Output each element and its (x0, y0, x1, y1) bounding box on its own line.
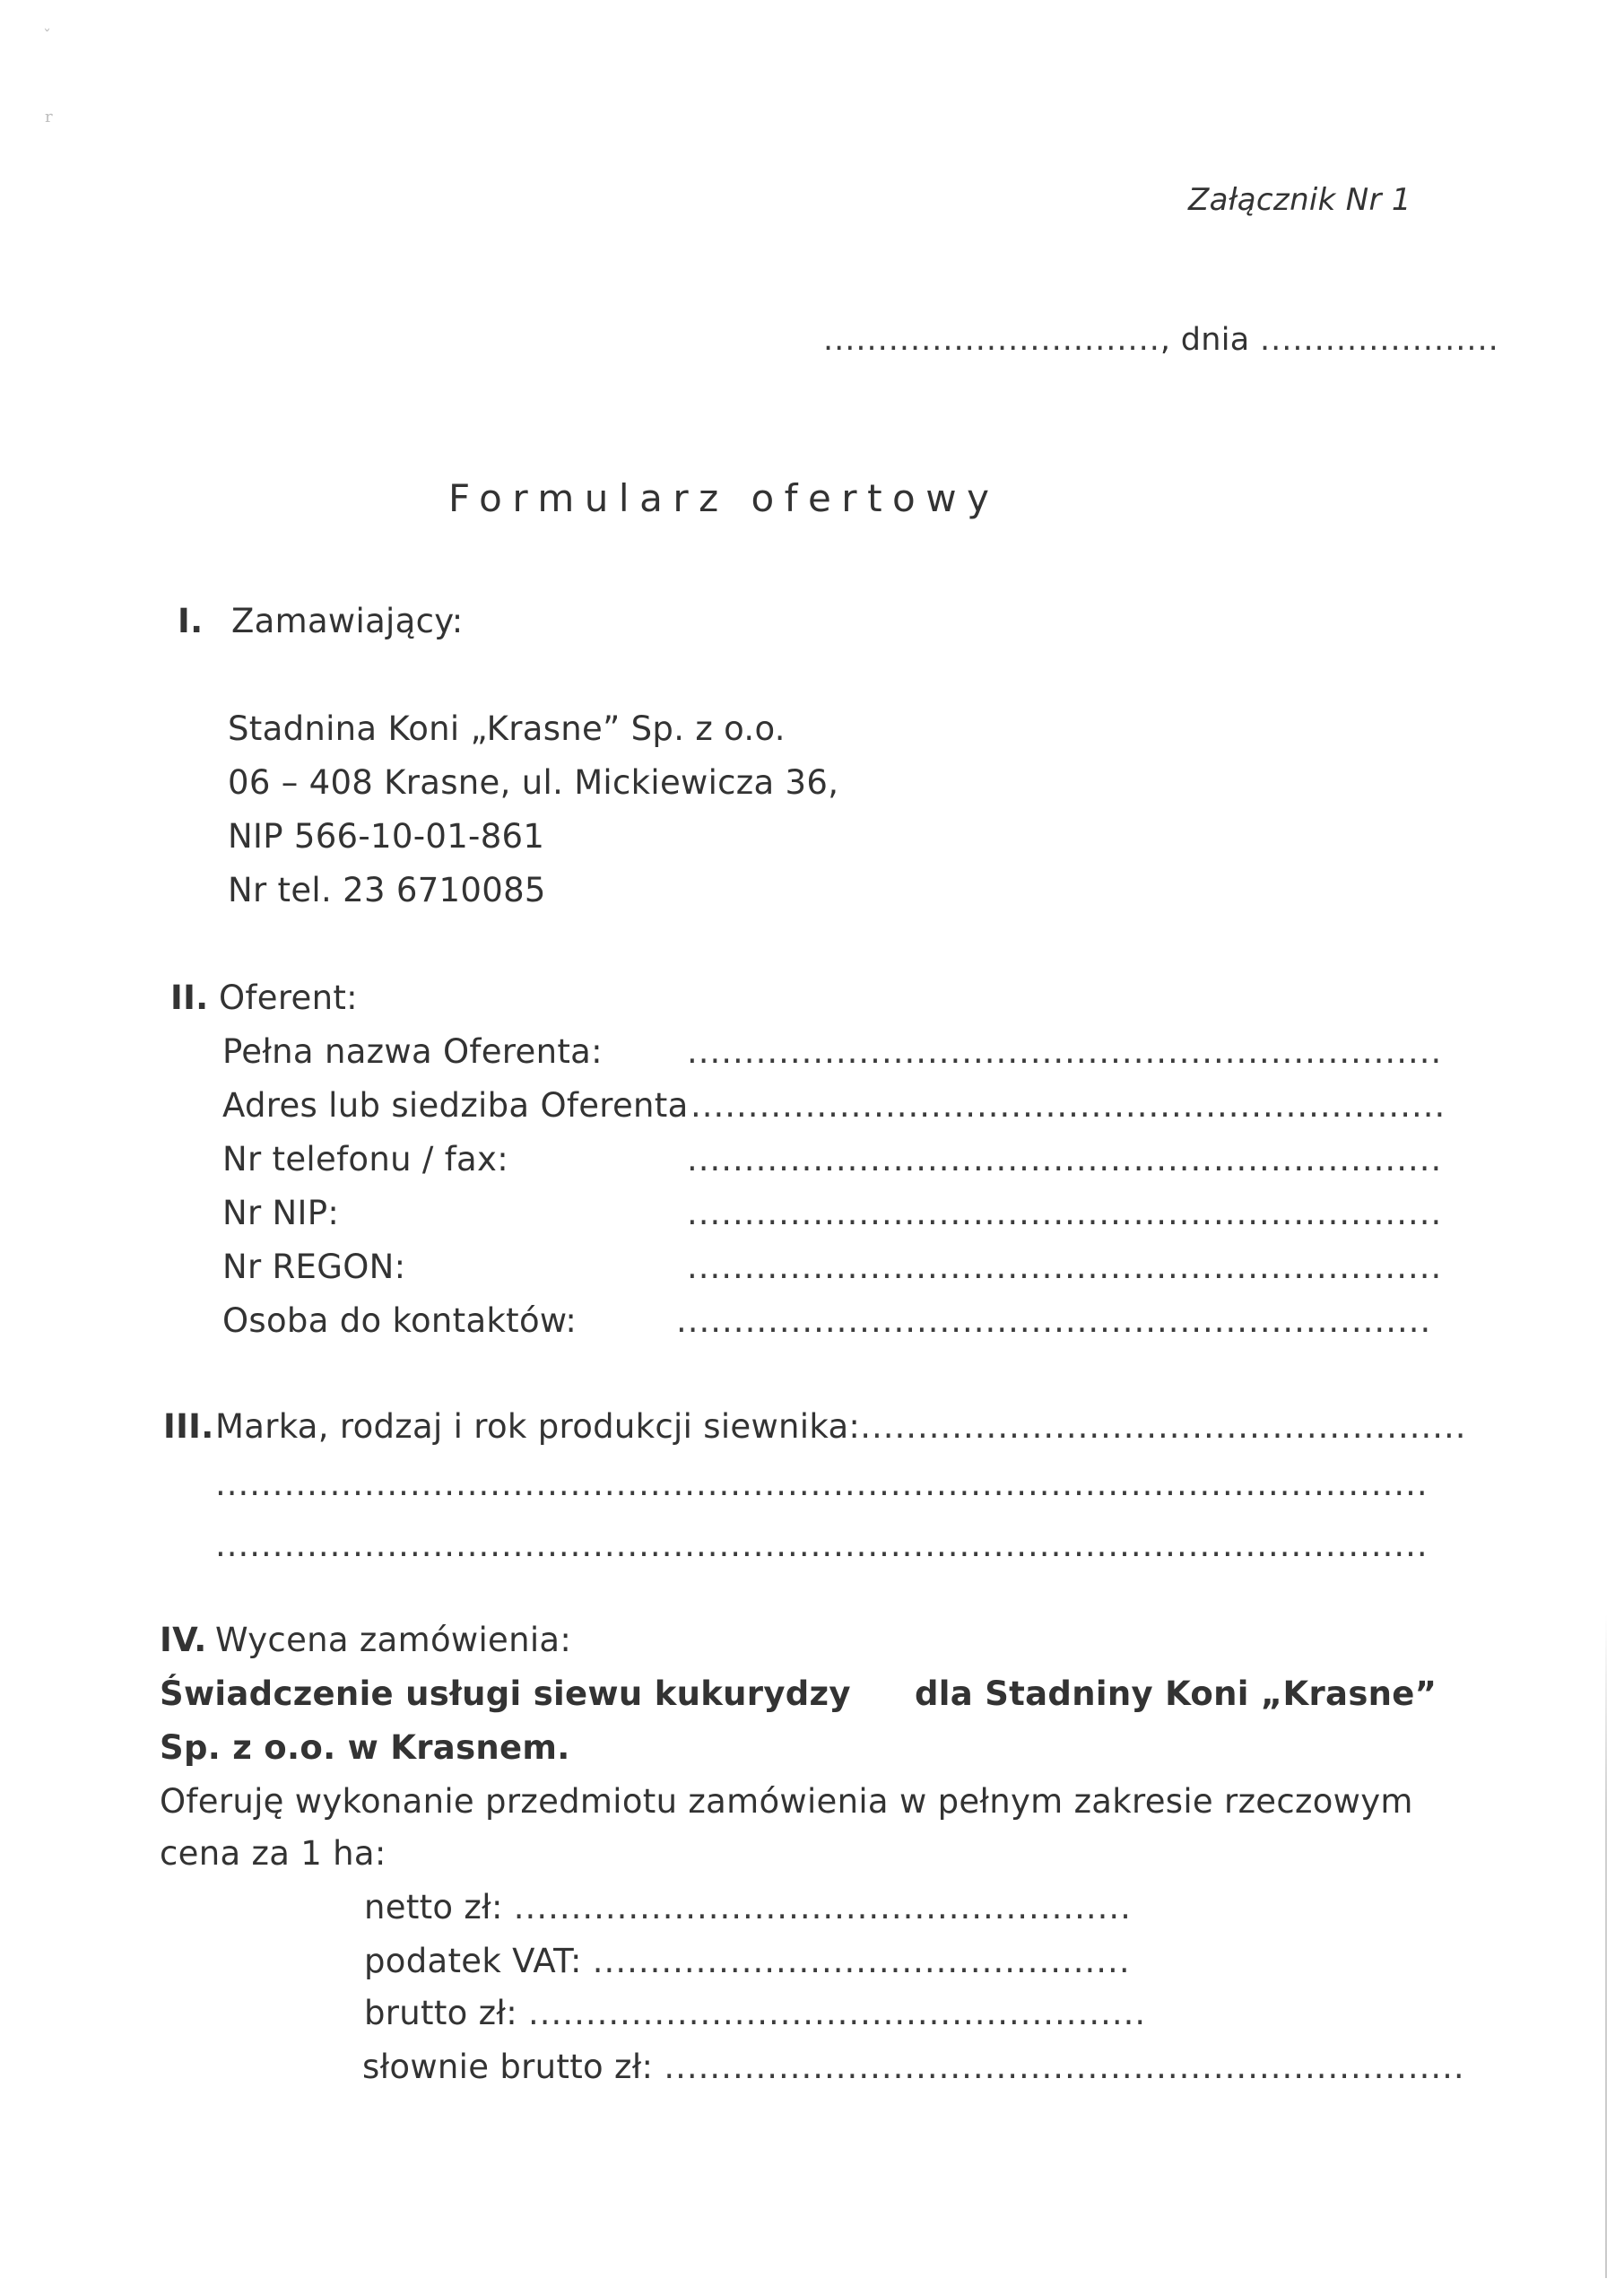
buyer-phone: Nr tel. 23 6710085 (228, 871, 546, 909)
offer-statement: Oferuję wykonanie przedmiotu zamówienia w pełnym zakresie rzeczowym (160, 1782, 1413, 1821)
price-vat-label: podatek VAT: (364, 1942, 582, 1980)
field-full-name[interactable]: .................................................................. (687, 1032, 1443, 1071)
seeder-field-line-2[interactable]: .......................................................................................................... (215, 1465, 1429, 1503)
field-label-contact: Osoba do kontaktów: (222, 1301, 578, 1340)
place-date-line (823, 319, 1499, 361)
price-vat-row (364, 1941, 1131, 1982)
section-3-number: III. (163, 1407, 214, 1446)
buyer-name: Stadnina Koni „Krasne” Sp. z o.o. (228, 709, 786, 748)
annex-label: Załącznik Nr 1 (1188, 182, 1411, 218)
date-separator: , dnia (1159, 322, 1250, 358)
form-title: Formularz ofertowy (448, 476, 1000, 520)
field-phone[interactable]: .................................................................. (687, 1140, 1443, 1178)
service-description-left: Świadczenie usługi siewu kukurydzy (160, 1674, 851, 1713)
price-words-row (362, 2047, 1465, 2088)
field-regon[interactable]: .................................................................. (687, 1248, 1443, 1286)
service-description-line-2: Sp. z o.o. w Krasnem. (160, 1728, 570, 1767)
field-contact[interactable]: .................................................................. (676, 1301, 1432, 1340)
field-label-full-name: Pełna nazwa Oferenta: (222, 1032, 603, 1071)
field-label-nip: Nr NIP: (222, 1194, 340, 1232)
service-description-right: dla Stadniny Koni „Krasne” (915, 1674, 1437, 1713)
price-gross-field[interactable]: ...................................................... (528, 1994, 1147, 2032)
field-label-regon: Nr REGON: (222, 1248, 406, 1286)
price-gross-label: brutto zł: (364, 1994, 517, 2032)
price-net-label: netto zł: (364, 1888, 503, 1926)
seeder-field-line-3[interactable]: .......................................................................................................... (215, 1526, 1429, 1564)
section-2-number: II. (170, 978, 209, 1017)
price-vat-field[interactable]: ............................................... (592, 1942, 1131, 1980)
seeder-field[interactable]: ..................................................... (860, 1407, 1467, 1446)
section-2-heading: Oferent: (219, 978, 358, 1017)
scan-speck: r (45, 108, 53, 126)
section-3-heading (215, 1406, 1467, 1448)
price-per-ha-label: cena za 1 ha: (160, 1834, 386, 1873)
seeder-label: Marka, rodzaj i rok produkcji siewnika: (215, 1407, 861, 1446)
date-field: ...................... (1259, 322, 1499, 358)
price-words-label: słownie brutto zł: (362, 2048, 654, 2086)
section-1-number: I. (178, 602, 204, 640)
section-4-number: IV. (160, 1621, 207, 1659)
scan-edge-shadow (1605, 1614, 1607, 2278)
scan-speck: ˇ (43, 27, 51, 46)
place-field: ............................... (823, 322, 1160, 358)
field-label-phone: Nr telefonu / fax: (222, 1140, 508, 1178)
field-label-address: Adres lub siedziba Oferenta (222, 1086, 689, 1125)
price-net-row (364, 1887, 1132, 1928)
field-nip[interactable]: .................................................................. (687, 1194, 1443, 1232)
price-gross-row (364, 1993, 1146, 2034)
price-net-field[interactable]: ...................................................... (513, 1888, 1132, 1926)
section-4-heading: Wycena zamówienia: (215, 1621, 572, 1659)
field-address[interactable]: .................................................................. (690, 1086, 1446, 1125)
buyer-nip: NIP 566-10-01-861 (228, 817, 545, 856)
section-1-heading: Zamawiający: (231, 602, 464, 640)
price-words-field[interactable]: ...................................................................... (664, 2048, 1465, 2086)
buyer-address: 06 – 408 Krasne, ul. Mickiewicza 36, (228, 763, 839, 802)
